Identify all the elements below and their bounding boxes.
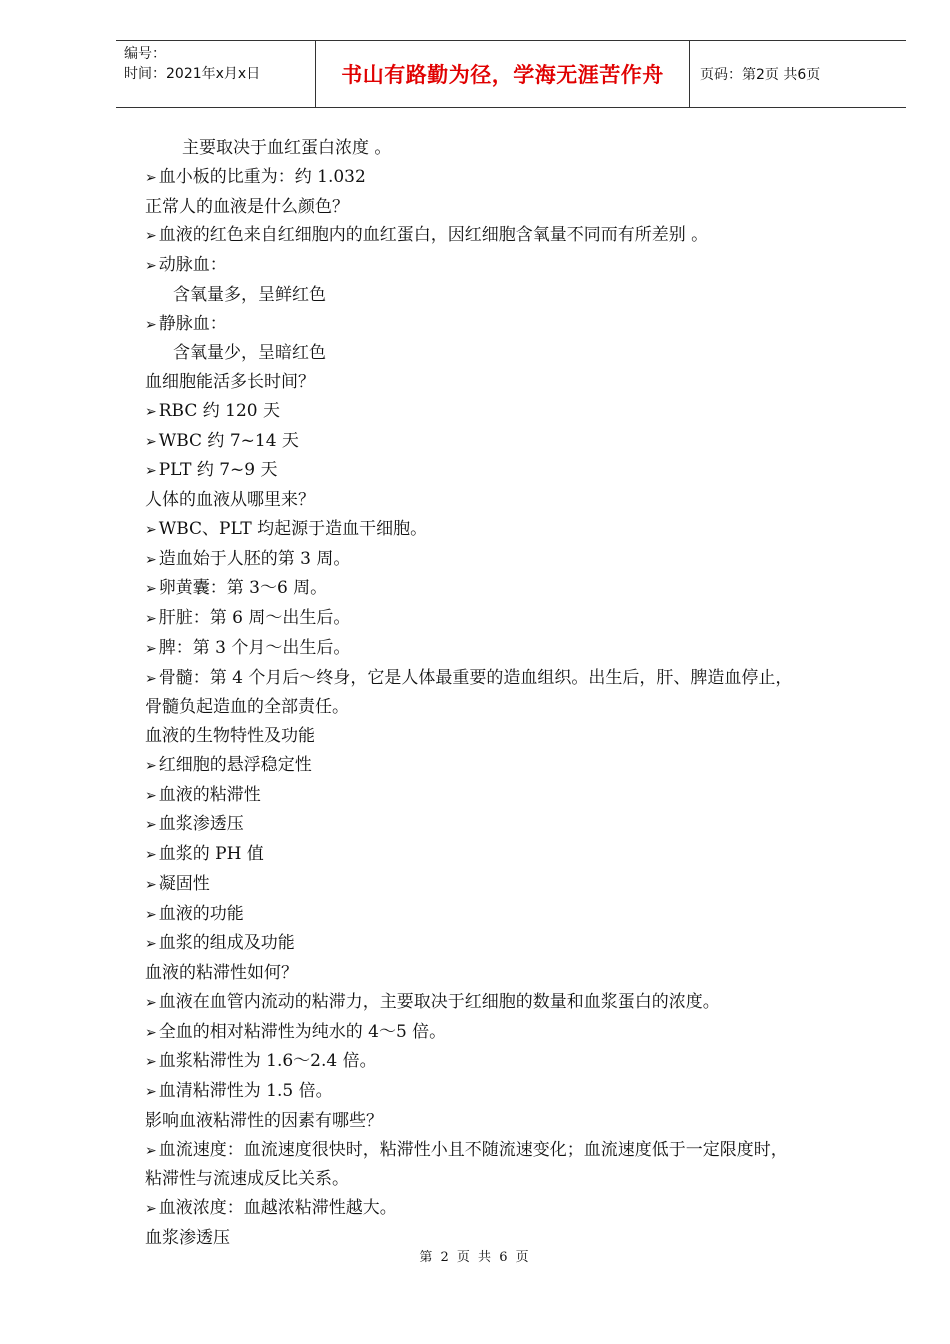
line-text: 造血始于人胚的第 3 周。	[158, 548, 351, 569]
line-text: 血浆粘滞性为 1.6～2.4 倍。	[158, 1051, 377, 1072]
line-text: 血小板的比重为：约 1.032	[158, 166, 366, 187]
line-text: 血液的红色来自红细胞内的血红蛋白，因红细胞含氧量不同而有所差别 。	[158, 225, 709, 246]
bullet-item	[145, 840, 870, 870]
line-text: 正常人的血液是什么颜色？	[145, 196, 349, 217]
arrow-bullet-icon: ➢	[145, 1054, 157, 1071]
bullet-item	[145, 515, 870, 545]
line-text: 凝固性	[158, 873, 210, 894]
bullet-item	[145, 781, 870, 811]
paragraph-line	[145, 134, 870, 163]
page-header	[116, 40, 906, 108]
paragraph-line	[145, 339, 870, 368]
line-text: 人体的血液从哪里来？	[145, 490, 315, 510]
line-text: 血浆的 PH 值	[158, 844, 264, 864]
line-text: 血液的粘滞性如何？	[145, 963, 298, 983]
line-text: 血浆渗透压	[158, 814, 244, 835]
header-page-cell	[690, 41, 906, 107]
document-number-label: 编号：	[124, 46, 166, 62]
line-text: 血液的生物特性及功能	[145, 726, 315, 746]
line-text: 粘滞性与流速成反比关系。	[145, 1169, 349, 1190]
arrow-bullet-icon: ➢	[145, 228, 157, 245]
arrow-bullet-icon: ➢	[145, 316, 157, 333]
arrow-bullet-icon: ➢	[145, 463, 157, 480]
arrow-bullet-icon: ➢	[145, 551, 157, 568]
arrow-bullet-icon: ➢	[145, 611, 157, 627]
arrow-bullet-icon: ➢	[145, 258, 157, 274]
paragraph-line	[145, 193, 870, 222]
arrow-bullet-icon: ➢	[145, 994, 157, 1011]
bullet-item	[145, 574, 870, 604]
line-text: 影响血液粘滞性的因素有哪些？	[145, 1110, 383, 1131]
arrow-bullet-icon: ➢	[145, 169, 157, 186]
arrow-bullet-icon: ➢	[145, 433, 157, 450]
line-text: 血液的功能	[158, 903, 244, 924]
line-text: 血浆渗透压	[145, 1227, 230, 1248]
arrow-bullet-icon: ➢	[145, 787, 157, 804]
arrow-bullet-icon: ➢	[145, 1084, 157, 1100]
bullet-item	[145, 1018, 870, 1048]
arrow-bullet-icon: ➢	[145, 521, 157, 538]
arrow-bullet-icon: ➢	[145, 1024, 157, 1041]
bullet-item	[145, 810, 870, 840]
arrow-bullet-icon: ➢	[145, 403, 157, 420]
bullet-item	[145, 900, 870, 930]
page-footer	[0, 1246, 950, 1265]
line-text: 血浆的组成及功能	[158, 933, 295, 954]
line-text: RBC 约 120 天	[158, 400, 281, 421]
bullet-item	[145, 1077, 870, 1107]
line-text: WBC 约 7~14 天	[158, 430, 299, 451]
paragraph-line	[145, 1165, 870, 1194]
line-text: 含氧量少，呈暗红色	[173, 343, 326, 364]
bullet-item	[145, 221, 870, 251]
paragraph-line	[145, 486, 870, 515]
header-meta	[116, 41, 316, 107]
line-text: 肝脏：第 6 周～出生后。	[158, 608, 351, 628]
arrow-bullet-icon: ➢	[145, 876, 157, 893]
arrow-bullet-icon: ➢	[145, 906, 157, 923]
header-motto-cell	[316, 41, 690, 107]
line-text: 血液的粘滞性	[158, 784, 261, 805]
line-text: 血流速度：血流速度很快时，粘滞性小且不随流速变化；血流速度低于一定限度时，	[158, 1139, 788, 1160]
bullet-item	[145, 251, 870, 281]
arrow-bullet-icon: ➢	[145, 936, 157, 953]
document-time-label: 时间：2021年x月x日	[124, 66, 261, 82]
arrow-bullet-icon: ➢	[145, 640, 157, 657]
line-text: 卵黄囊：第 3～6 周。	[158, 578, 328, 599]
line-text: 动脉血：	[158, 255, 227, 275]
bullet-item	[145, 456, 870, 486]
bullet-item	[145, 604, 870, 634]
line-text: 全血的相对粘滞性为纯水的 4～5 倍。	[158, 1021, 447, 1042]
paragraph-line	[145, 281, 870, 310]
bullet-item	[145, 870, 870, 900]
footer-page-number: 第 2 页 共 6 页	[419, 1250, 531, 1265]
bullet-item	[145, 1047, 870, 1077]
header-motto: 书山有路勤为径，学海无涯苦作舟	[341, 63, 664, 87]
paragraph-line	[145, 1107, 870, 1136]
line-text: 红细胞的悬浮稳定性	[158, 754, 312, 775]
bullet-item	[145, 634, 870, 664]
line-text: 骨髓负起造血的全部责任。	[145, 697, 349, 718]
document-body	[145, 134, 870, 1253]
paragraph-line	[145, 693, 870, 722]
bullet-item	[145, 427, 870, 457]
line-text: 骨髓：第 4 个月后～终身，它是人体最重要的造血组织。出生后，肝、脾造血停止，	[158, 667, 793, 688]
bullet-item	[145, 1194, 870, 1224]
arrow-bullet-icon: ➢	[145, 1142, 157, 1159]
bullet-item	[145, 929, 870, 959]
bullet-item	[145, 545, 870, 575]
line-text: 血液在血管内流动的粘滞力，主要取决于红细胞的数量和血浆蛋白的浓度。	[158, 991, 720, 1012]
paragraph-line	[145, 368, 870, 397]
line-text: 血细胞能活多长时间？	[145, 372, 315, 392]
line-text: 脾：第 3 个月～出生后。	[158, 637, 351, 658]
arrow-bullet-icon: ➢	[145, 757, 157, 774]
line-text: 静脉血：	[158, 313, 227, 334]
line-text: WBC、PLT 均起源于造血干细胞。	[158, 518, 428, 539]
arrow-bullet-icon: ➢	[145, 847, 157, 863]
paragraph-line	[145, 959, 870, 988]
bullet-item	[145, 664, 870, 694]
bullet-item	[145, 397, 870, 427]
line-text: 主要取决于血红蛋白浓度 。	[182, 138, 392, 158]
header-page-label: 页码：第2页 共6页	[700, 67, 821, 83]
arrow-bullet-icon: ➢	[145, 1201, 157, 1217]
bullet-item	[145, 310, 870, 340]
line-text: PLT 约 7~9 天	[158, 460, 278, 481]
bullet-item	[145, 751, 870, 781]
bullet-item	[145, 163, 870, 193]
line-text: 血清粘滞性为 1.5 倍。	[158, 1081, 333, 1101]
arrow-bullet-icon: ➢	[145, 581, 157, 598]
line-text: 血液浓度：血越浓粘滞性越大。	[158, 1198, 397, 1218]
paragraph-line	[145, 722, 870, 751]
bullet-item	[145, 988, 870, 1018]
line-text: 含氧量多，呈鲜红色	[173, 284, 326, 305]
arrow-bullet-icon: ➢	[145, 670, 157, 687]
arrow-bullet-icon: ➢	[145, 817, 157, 834]
bullet-item	[145, 1136, 870, 1166]
